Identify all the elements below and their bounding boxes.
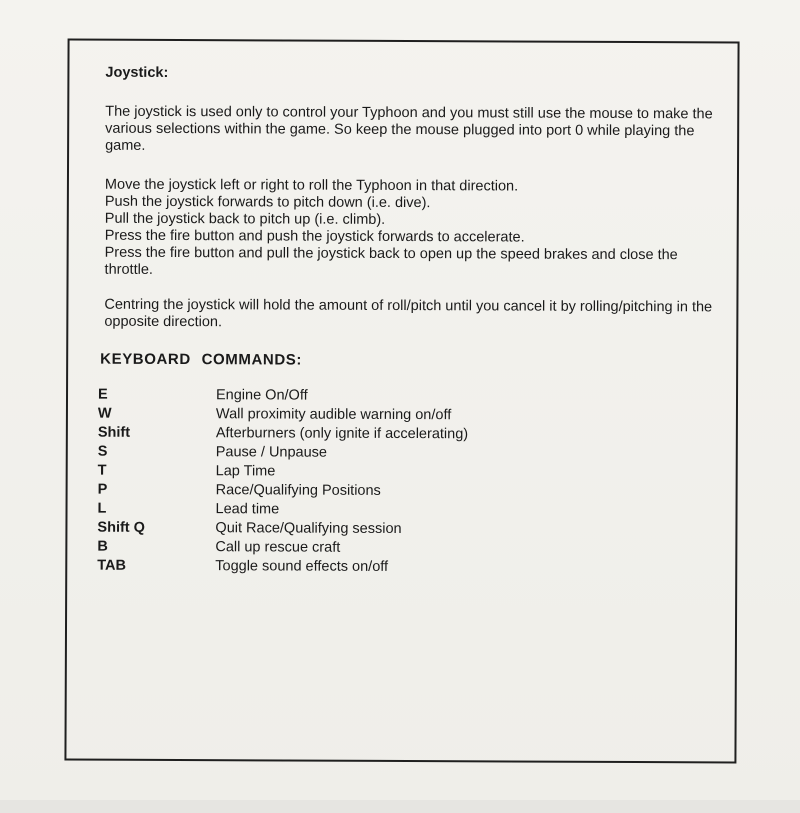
control-line: Move the joystick left or right to roll the Typhoon in that direction. (104, 176, 519, 195)
command-desc: Quit Race/Qualifying session (215, 520, 402, 537)
command-desc: Pause / Unpause (215, 444, 328, 461)
command-key: T (97, 462, 107, 479)
control-line: Pull the joystick back to pitch up (i.e. climb). (104, 210, 386, 228)
command-key: P (97, 481, 108, 498)
centring-paragraph: Centring the joystick will hold the amount of roll/pitch until you cancel it by rolling/pitching in the opposite direction. (104, 296, 713, 331)
command-desc: Call up rescue craft (215, 539, 341, 556)
command-key: L (97, 500, 107, 517)
control-line: Press the fire button and push the joystick forwards to accelerate. (104, 227, 525, 246)
command-desc: Lead time (215, 501, 280, 518)
joystick-heading: Joystick: (105, 64, 169, 81)
command-key: Shift Q (97, 519, 146, 536)
command-desc: Lap Time (215, 463, 276, 480)
command-key: B (97, 538, 108, 555)
command-key: Shift (97, 424, 131, 441)
text-frame (64, 39, 739, 764)
command-desc: Toggle sound effects on/off (215, 558, 389, 575)
control-line: Press the fire button and pull the joystick back to open up the speed brakes and close the throttle. (104, 244, 678, 278)
command-key: W (97, 405, 112, 422)
command-key: E (97, 386, 108, 403)
control-line: Push the joystick forwards to pitch down (i.e. dive). (104, 193, 431, 212)
controls-paragraph (105, 177, 715, 282)
command-list (97, 386, 714, 579)
command-desc: Afterburners (only ignite if accelerating) (215, 425, 469, 443)
keyboard-heading: KEYBOARD COMMANDS: (100, 350, 303, 369)
command-key: S (97, 443, 108, 460)
command-row (97, 557, 713, 579)
command-desc: Engine On/Off (215, 387, 308, 404)
command-desc: Race/Qualifying Positions (215, 482, 381, 499)
page-edge (0, 800, 800, 813)
intro-paragraph: The joystick is used only to control your Typhoon and you must still use the mouse to make the various selections within the game. So keep the mouse plugged into port 0 while playing the game. (105, 103, 713, 154)
frame-content (97, 64, 715, 579)
command-key: TAB (97, 557, 127, 574)
command-desc: Wall proximity audible warning on/off (215, 406, 452, 424)
